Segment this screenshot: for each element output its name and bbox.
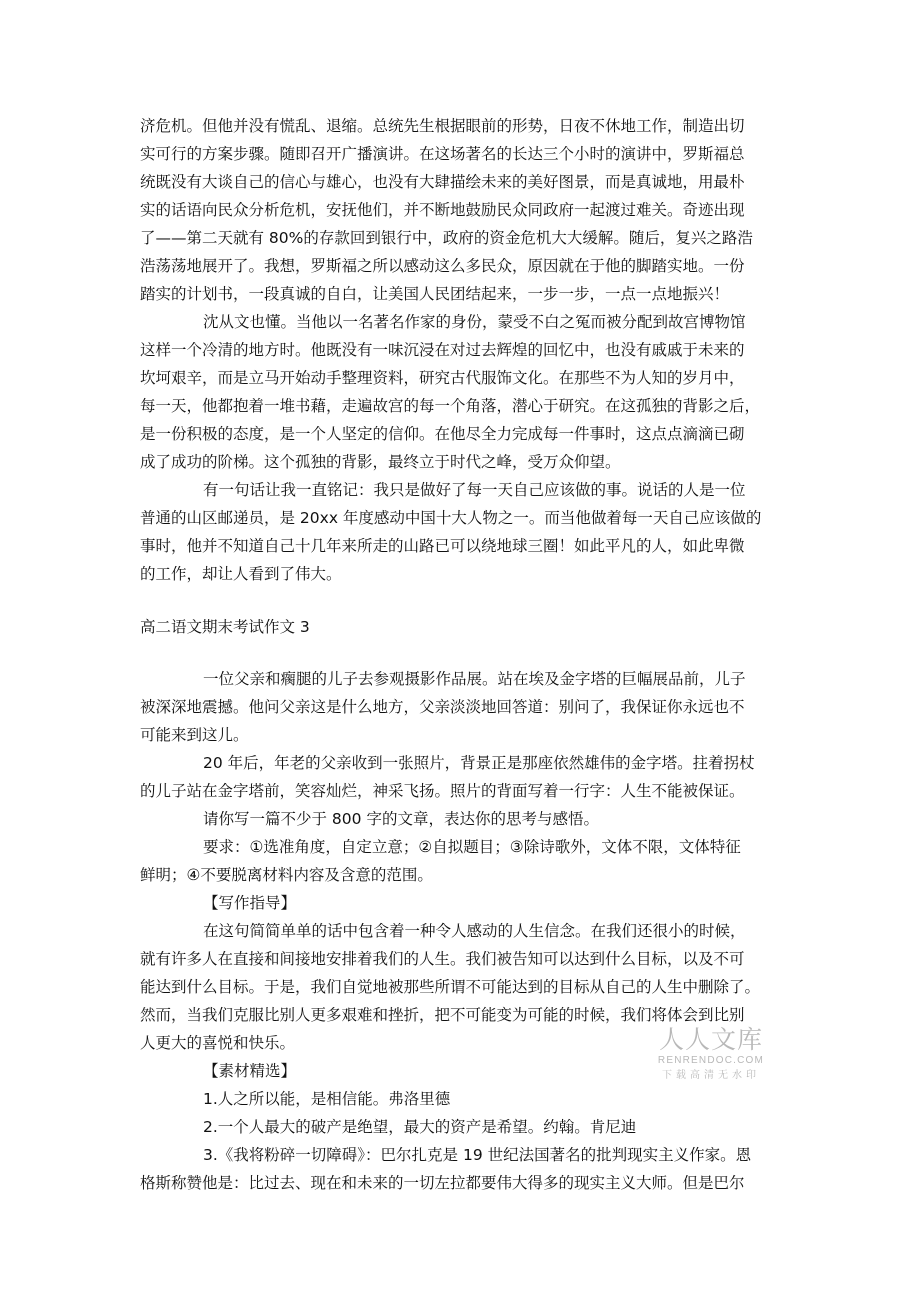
section-heading: 高二语文期末考试作文 3	[140, 618, 310, 636]
body-text-line: 格斯称赞他是：比过去、现在和未来的一切左拉都要伟大得多的现实主义大师。但是巴尔	[140, 1174, 745, 1192]
body-text-line: 浩荡荡地展开了。我想，罗斯福之所以感动这么多民众，原因就在于他的脚踏实地。一份	[140, 257, 745, 275]
body-text-line: 然而，当我们克服比别人更多艰难和挫折，把不可能变为可能的时候，我们将体会到比别	[140, 1006, 745, 1024]
body-text-line: 事时，他并不知道自己十几年来所走的山路已可以绕地球三圈！如此平凡的人，如此卑微	[140, 537, 745, 555]
body-text-line: 的工作，却让人看到了伟大。	[140, 565, 342, 583]
material-item: 2.一个人最大的破产是绝望，最大的资产是希望。约翰。肯尼迪	[203, 1118, 637, 1136]
body-text-line: 实的话语向民众分析危机，安抚他们，并不断地鼓励民众同政府一起渡过难关。奇迹出现	[140, 201, 745, 219]
requirements-line: 要求：①选准角度，自定立意；②自拟题目；③除诗歌外，文体不限，文体特征	[203, 838, 741, 856]
body-text-line: 统既没有大谈自己的信心与雄心，也没有大肆描绘未来的美好图景，而是真诚地，用最朴	[140, 173, 745, 191]
prompt-line: 请你写一篇不少于 800 字的文章，表达你的思考与感悟。	[203, 810, 599, 828]
body-text-line: 被深深地震撼。他问父亲这是什么地方，父亲淡淡地回答道：别问了，我保证你永远也不	[140, 698, 745, 716]
body-text-line: 是一份积极的态度，是一个人坚定的信仰。在他尽全力完成每一件事时，这点点滴滴已砌	[140, 425, 745, 443]
material-item: 1.人之所以能，是相信能。弗洛里德	[203, 1090, 451, 1108]
watermark-subtitle: 下载高清无水印	[662, 1070, 760, 1081]
body-text-line: 可能来到这儿。	[140, 726, 249, 744]
body-text-line: 能达到什么目标。于是，我们自觉地被那些所谓不可能达到的目标从自己的人生中删除了。	[140, 978, 761, 996]
body-text-line: 实可行的方案步骤。随即召开广播演讲。在这场著名的长达三个小时的演讲中，罗斯福总	[140, 145, 745, 163]
paragraph-first-line: 20 年后，年老的父亲收到一张照片，背景正是那座依然雄伟的金字塔。拄着拐杖	[203, 754, 755, 772]
body-text-line: 成了成功的阶梯。这个孤独的背影，最终立于时代之峰，受万众仰望。	[140, 453, 621, 471]
body-text-line: 济危机。但他并没有慌乱、退缩。总统先生根据眼前的形势，日夜不休地工作，制造出切	[140, 117, 745, 135]
paragraph-first-line: 有一句话让我一直铭记：我只是做好了每一天自己应该做的事。说话的人是一位	[203, 481, 746, 499]
paragraph-first-line: 沈从文也懂。当他以一名著名作家的身份，蒙受不白之冤而被分配到故宫博物馆	[203, 313, 746, 331]
body-text-line: 人更大的喜悦和快乐。	[140, 1034, 296, 1052]
watermark	[648, 1025, 774, 1083]
body-text-line: 每一天，他都抱着一堆书藉，走遍故宫的每一个角落，潜心于研究。在这孤独的背影之后，	[140, 397, 761, 415]
watermark-domain: RENRENDOC.COM	[657, 1055, 765, 1066]
paragraph-first-line: 一位父亲和瘸腿的儿子去参观摄影作品展。站在埃及金字塔的巨幅展品前，儿子	[203, 670, 746, 688]
watermark-title: 人人文库	[658, 1025, 763, 1054]
body-text-line: 就有许多人在直接和间接地安排着我们的人生。我们被告知可以达到什么目标，以及不可	[140, 950, 745, 968]
material-heading: 【素材精选】	[203, 1062, 297, 1080]
writing-guide-heading: 【写作指导】	[203, 894, 297, 912]
body-text-line: 了——第二天就有 80%的存款回到银行中，政府的资金危机大大缓解。随后，复兴之路浩	[140, 229, 753, 247]
body-text-line: 普通的山区邮递员，是 20xx 年度感动中国十大人物之一。而当他做着每一天自己应该做的	[140, 509, 762, 527]
body-text-line: 这样一个冷清的地方时。他既没有一味沉浸在对过去辉煌的回忆中，也没有戚戚于未来的	[140, 341, 745, 359]
body-text-line: 坎坷艰辛，而是立马开始动手整理资料，研究古代服饰文化。在那些不为人知的岁月中，	[140, 369, 745, 387]
requirements-line: 鲜明；④不要脱离材料内容及含意的范围。	[140, 866, 433, 884]
body-text-line: 踏实的计划书，一段真诚的自白，让美国人民团结起来，一步一步，一点一点地振兴！	[140, 285, 730, 303]
material-item: 3.《我将粉碎一切障碍》：巴尔扎克是 19 世纪法国著名的批判现实主义作家。恩	[203, 1146, 752, 1164]
body-text-line: 的儿子站在金字塔前，笑容灿烂，神采飞扬。照片的背面写着一行字：人生不能被保证。	[140, 782, 745, 800]
paragraph-first-line: 在这句简简单单的话中包含着一种令人感动的人生信念。在我们还很小的时候，	[203, 922, 746, 940]
